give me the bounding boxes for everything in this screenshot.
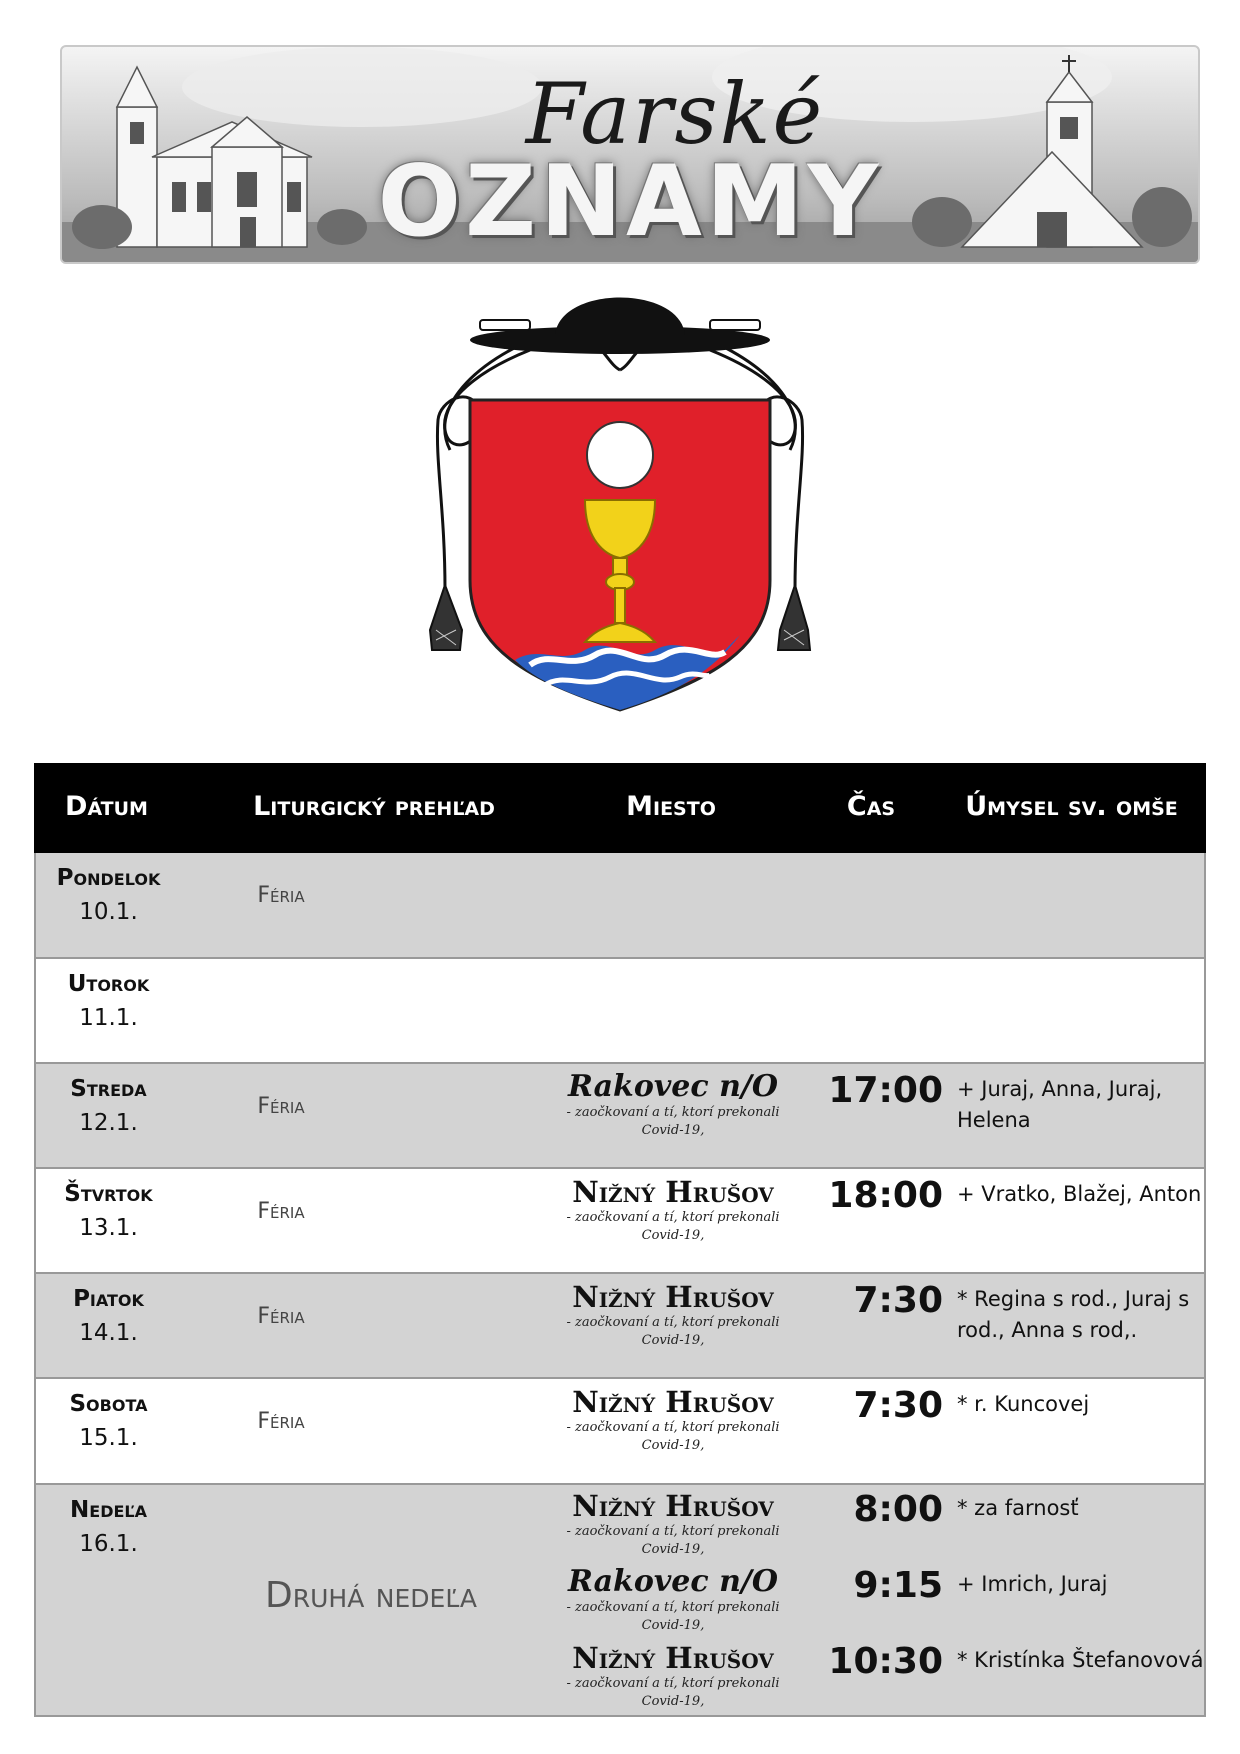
place-note: - zaočkovaní a tí, ktorí prekonali Covid-19,	[566, 1524, 780, 1557]
day-name: Piatok	[73, 1286, 144, 1312]
mass-time: 8:00	[853, 1489, 943, 1530]
place-name: Nižný Hrušov	[572, 1641, 774, 1675]
mass-time: 10:30	[828, 1641, 943, 1682]
header-intention: Úmysel sv. omše	[965, 791, 1178, 822]
day-cell	[36, 1282, 181, 1350]
day-date: 11.1.	[79, 1005, 138, 1031]
header-date: Dátum	[65, 791, 148, 822]
place-name: Nižný Hrušov	[572, 1385, 774, 1419]
day-name: Štvrtok	[64, 1181, 153, 1207]
mass-intention: + Juraj, Anna, Juraj, Helena	[957, 1077, 1163, 1132]
table-row-wednesday	[34, 1064, 1206, 1169]
place-cell	[523, 1565, 823, 1635]
place-cell	[523, 1489, 823, 1559]
day-cell	[36, 1493, 181, 1561]
day-name: Sobota	[69, 1391, 148, 1417]
day-date: 10.1.	[79, 899, 138, 925]
day-date: 16.1.	[79, 1531, 138, 1557]
header-time: Čas	[846, 791, 896, 822]
table-header	[34, 763, 1206, 853]
day-name: Pondelok	[56, 865, 161, 891]
place-cell	[523, 1641, 823, 1711]
day-date: 13.1.	[79, 1215, 138, 1241]
day-name: Utorok	[67, 971, 150, 997]
place-name: Nižný Hrušov	[572, 1489, 774, 1523]
table-row-saturday	[34, 1379, 1206, 1485]
banner	[60, 45, 1200, 264]
mass-intention: * za farnosť	[957, 1496, 1079, 1520]
place-name: Nižný Hrušov	[572, 1175, 774, 1209]
header-liturgy: Liturgický prehľad	[253, 791, 495, 822]
day-date: 12.1.	[79, 1110, 138, 1136]
liturgy-label: Féria	[257, 1199, 305, 1224]
day-cell	[36, 1072, 181, 1140]
place-note: - zaočkovaní a tí, ktorí prekonali Covid-19,	[566, 1210, 780, 1243]
parish-coat-of-arms	[420, 290, 820, 740]
liturgy-label: Féria	[257, 1094, 305, 1119]
day-cell	[36, 967, 181, 1035]
table-row-thursday	[34, 1169, 1206, 1274]
mass-time: 17:00	[828, 1070, 943, 1111]
day-cell	[36, 861, 181, 929]
table-row-friday	[34, 1274, 1206, 1379]
place-cell	[523, 1175, 823, 1245]
table-row-sunday	[34, 1485, 1206, 1717]
mass-schedule-table	[34, 763, 1206, 1717]
table-row-monday	[34, 853, 1206, 959]
liturgy-label: Féria	[257, 1409, 305, 1434]
place-note: - zaočkovaní a tí, ktorí prekonali Covid-19,	[566, 1420, 780, 1453]
liturgy-label: Féria	[257, 883, 305, 908]
day-date: 15.1.	[79, 1425, 138, 1451]
liturgy-label: Féria	[257, 1304, 305, 1329]
place-note: - zaočkovaní a tí, ktorí prekonali Covid-19,	[566, 1676, 780, 1709]
place-note: - zaočkovaní a tí, ktorí prekonali Covid-19,	[566, 1105, 780, 1138]
place-note: - zaočkovaní a tí, ktorí prekonali Covid-19,	[566, 1600, 780, 1633]
day-cell	[36, 1387, 181, 1455]
place-name: Rakovec n/O	[568, 1564, 778, 1599]
header-place: Miesto	[626, 791, 716, 822]
day-name: Streda	[70, 1076, 147, 1102]
banner-main-title: OZNAMY	[377, 145, 883, 259]
mass-intention: * Regina s rod., Juraj s rod., Anna s rod,.	[957, 1287, 1190, 1342]
table-row-tuesday	[34, 959, 1206, 1064]
day-cell	[36, 1177, 181, 1245]
place-name: Rakovec n/O	[568, 1069, 778, 1104]
place-name: Nižný Hrušov	[572, 1280, 774, 1314]
banner-script-title: Farské	[525, 65, 825, 163]
mass-time: 7:30	[853, 1385, 943, 1426]
mass-time: 9:15	[853, 1565, 943, 1606]
day-date: 14.1.	[79, 1320, 138, 1346]
mass-time: 7:30	[853, 1280, 943, 1321]
liturgy-label: Druhá nedeľa	[265, 1575, 477, 1616]
mass-intention: * r. Kuncovej	[957, 1392, 1090, 1416]
mass-intention: + Vratko, Blažej, Anton	[957, 1182, 1202, 1206]
place-cell	[523, 1070, 823, 1140]
place-note: - zaočkovaní a tí, ktorí prekonali Covid-19,	[566, 1315, 780, 1348]
place-cell	[523, 1280, 823, 1350]
mass-time: 18:00	[828, 1175, 943, 1216]
day-name: Nedeľa	[70, 1497, 147, 1523]
mass-intention: + Imrich, Juraj	[957, 1572, 1108, 1596]
place-cell	[523, 1385, 823, 1455]
mass-intention: * Kristínka Štefanovová	[957, 1648, 1204, 1672]
